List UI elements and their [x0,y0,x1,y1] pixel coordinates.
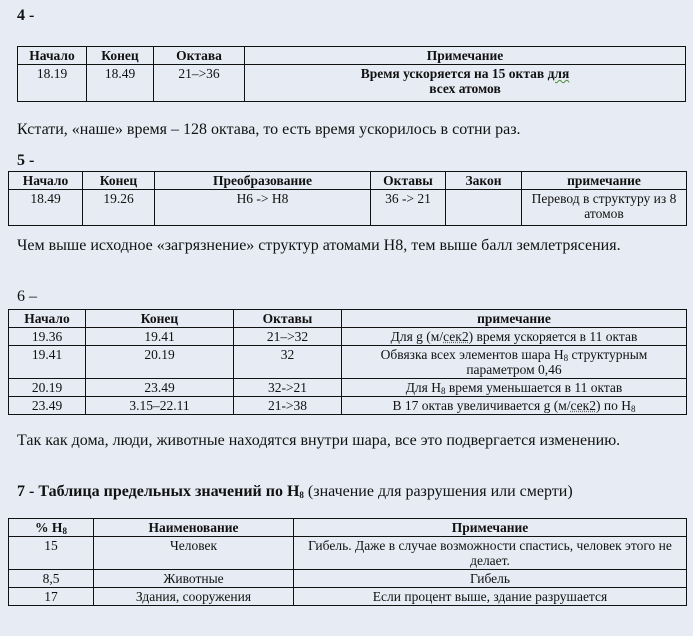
header-note: Примечание [294,519,687,537]
note-unit: сек2 [443,329,469,344]
cell-note: Если процент выше, здание разрушается [294,588,687,606]
section-7-heading [17,482,573,502]
note-text-3: всех атомов [429,81,501,96]
table-row [9,588,687,606]
header-octaves: Октавы [234,310,342,328]
cell-start: 18.49 [9,190,83,226]
cell-start: 19.36 [9,328,86,346]
table-header-row [18,47,686,65]
section-5-paragraph: Чем выше исходное «загрязнение» структур атомами H8, тем выше балл землетрясения. [17,237,621,254]
section-7-subtitle: (значение для разрушения или смерти) [303,483,573,500]
table-section-5 [8,171,687,226]
header-note: Примечание [245,47,686,65]
section-4-heading: 4 - [17,7,35,24]
cell-note: Гибель [294,570,687,588]
table-row [9,328,687,346]
cell-octaves: 21->38 [234,397,342,415]
header-law: Закон [446,172,522,190]
cell-percent: 8,5 [9,570,94,588]
table-row [9,537,687,570]
note-text: Для g (м/ [390,329,444,344]
section-6-heading: 6 – [17,288,37,305]
cell-octaves: 21–>32 [234,328,342,346]
note-text: Для H [405,380,441,395]
table-header-row [9,310,687,328]
section-4-paragraph: Кстати, «наше» время – 128 октава, то есть время ускорилось в сотни раз. [17,121,521,138]
note-text: Обвязка всех элементов шара H [380,347,564,362]
cell-name: Здания, сооружения [94,588,294,606]
table-section-7 [8,518,687,606]
cell-note [342,379,687,397]
header-end: Конец [83,172,155,190]
cell-end: 3.15–22.11 [86,397,234,415]
note-text: ) время ускоряется в 11 октав [468,329,638,344]
note-subscript: 8 [630,404,636,414]
cell-percent: 15 [9,537,94,570]
cell-start: 18.19 [18,65,87,102]
cell-end: 19.41 [86,328,234,346]
table-section-4 [17,46,686,102]
note-unit: сек2 [570,398,596,413]
cell-note [342,328,687,346]
cell-octave: 21–>36 [154,65,245,102]
table-header-row [9,172,687,190]
table-section-6 [8,309,687,415]
cell-end: 20.19 [86,346,234,379]
section-7-title: 7 - Таблица предельных значений по $H_8$ [17,483,304,500]
cell-end: 19.26 [83,190,155,226]
cell-octaves: 32 [234,346,342,379]
cell-note [342,397,687,415]
table-row [18,65,686,102]
cell-start: 23.49 [9,397,86,415]
cell-transformation: H6 -> H8 [155,190,371,226]
cell-note: Перевод в структуру из 8 атомов [522,190,687,226]
header-start: Начало [9,172,83,190]
table-row [9,379,687,397]
table-row [9,190,687,226]
note-text: В 17 октав увеличивается g (м/ [392,398,571,413]
table-header-row [9,519,687,537]
header-end: Конец [87,47,154,65]
header-note: примечание [342,310,687,328]
table-row [9,397,687,415]
note-text: ) по H [595,398,631,413]
section-6-paragraph: Так как дома, люди, животные находятся внутри шара, все это подвергается изменению. [17,432,621,449]
section-5-heading: 5 - [17,152,35,169]
cell-octaves: 32->21 [234,379,342,397]
cell-start: 20.19 [9,379,86,397]
header-percent: % $H_8$ [9,519,94,537]
header-transformation: Преобразование [155,172,371,190]
header-start: Начало [18,47,87,65]
note-text: время уменьшается в 11 октав [445,380,623,395]
table-row [9,570,687,588]
note-text: структурным параметром 0,46 [466,347,648,377]
header-start: Начало [9,310,86,328]
cell-note [245,65,686,102]
note-subscript: 8 [440,386,446,396]
cell-end: 18.49 [87,65,154,102]
cell-percent: 17 [9,588,94,606]
note-subscript: 8 [563,353,569,363]
table-row [9,346,687,379]
cell-law [446,190,522,226]
header-note: примечание [522,172,687,190]
cell-note [342,346,687,379]
cell-note: Гибель. Даже в случае возможности спастись, человек этого не делает. [294,537,687,570]
note-text-1: Время ускоряется на 15 октав [360,66,548,81]
header-end: Конец [86,310,234,328]
cell-name: Человек [94,537,294,570]
header-name: Наименование [94,519,294,537]
cell-name: Животные [94,570,294,588]
cell-start: 19.41 [9,346,86,379]
header-octave: Октава [154,47,245,65]
note-text-2: для [547,66,570,81]
cell-octaves: 36 -> 21 [371,190,446,226]
header-octaves: Октавы [371,172,446,190]
cell-end: 23.49 [86,379,234,397]
